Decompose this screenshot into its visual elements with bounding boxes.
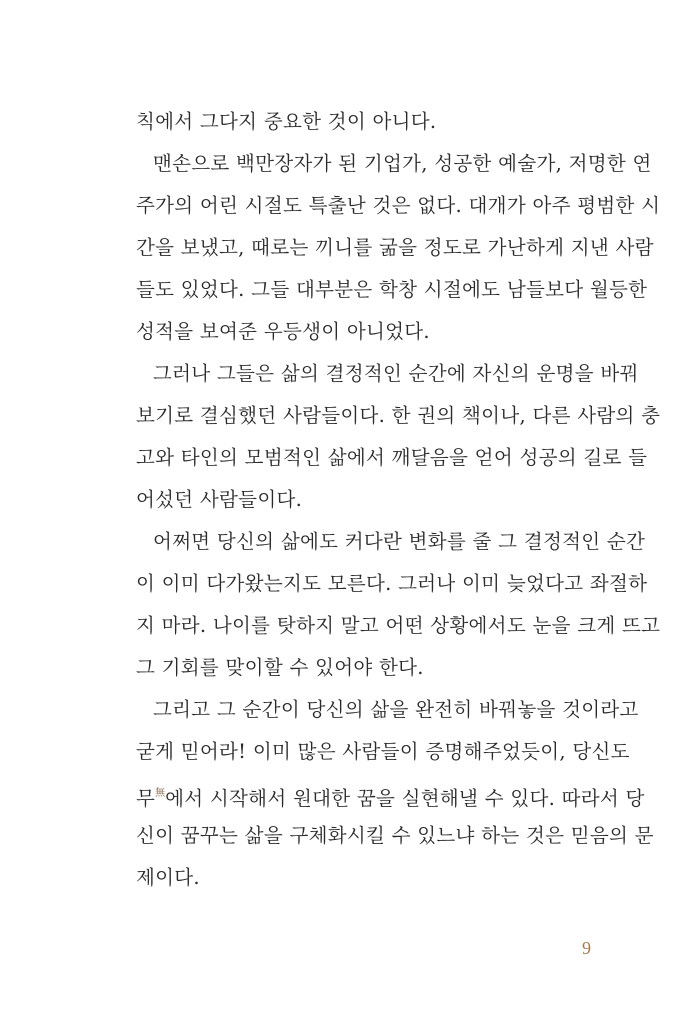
line-rest: 에서 시작해서 원대한 꿈을 실현해낼 수 있다. 따라서 당 [165,787,645,810]
page-number: 9 [582,938,591,958]
text-line: 어쩌면 당신의 삶에도 커다란 변화를 줄 그 결정적인 순간 [153,530,646,553]
text-line: 보기로 결심했던 사람들이다. 한 권의 책이나, 다른 사람의 충 [136,404,661,427]
text-line: 고와 타인의 모범적인 삶에서 깨달음을 얻어 성공의 길로 들 [136,446,648,469]
text-line: 칙에서 그다지 중요한 것이 아니다. [136,110,437,133]
text-line: 굳게 믿어라! 이미 많은 사람들이 증명해주었듯이, 당신도 [136,740,630,763]
text-line: 성적을 보여준 우등생이 아니었다. [136,320,430,343]
text-line: 이 이미 다가왔는지도 모른다. 그러나 이미 늦었다고 좌절하 [136,572,648,595]
text-line: 지 마라. 나이를 탓하지 말고 어떤 상황에서도 눈을 크게 뜨고 [136,614,661,637]
text-line: 주가의 어린 시절도 특출난 것은 없다. 대개가 아주 평범한 시 [136,194,661,217]
text-line: 그러나 그들은 삶의 결정적인 순간에 자신의 운명을 바꿔 [153,362,639,385]
hanja-annotation: 無 [155,788,166,799]
text-line: 어섰던 사람들이다. [136,488,303,511]
text-line: 그 기회를 맞이할 수 있어야 한다. [136,656,424,679]
text-line-with-hanja [136,775,645,813]
text-line: 신이 꿈꾸는 삶을 구체화시킬 수 있느냐 하는 것은 믿음의 문 [136,824,654,847]
text-line: 맨손으로 백만장자가 된 기업가, 성공한 예술가, 저명한 연 [153,152,652,175]
line-prefix: 무 [136,787,156,810]
text-line: 들도 있었다. 그들 대부분은 학창 시절에도 남들보다 월등한 [136,278,648,301]
text-line: 간을 보냈고, 때로는 끼니를 굶을 정도로 가난하게 지낸 사람 [136,236,654,259]
text-line: 그리고 그 순간이 당신의 삶을 완전히 바꿔놓을 것이라고 [153,698,639,721]
text-line: 제이다. [136,866,200,889]
